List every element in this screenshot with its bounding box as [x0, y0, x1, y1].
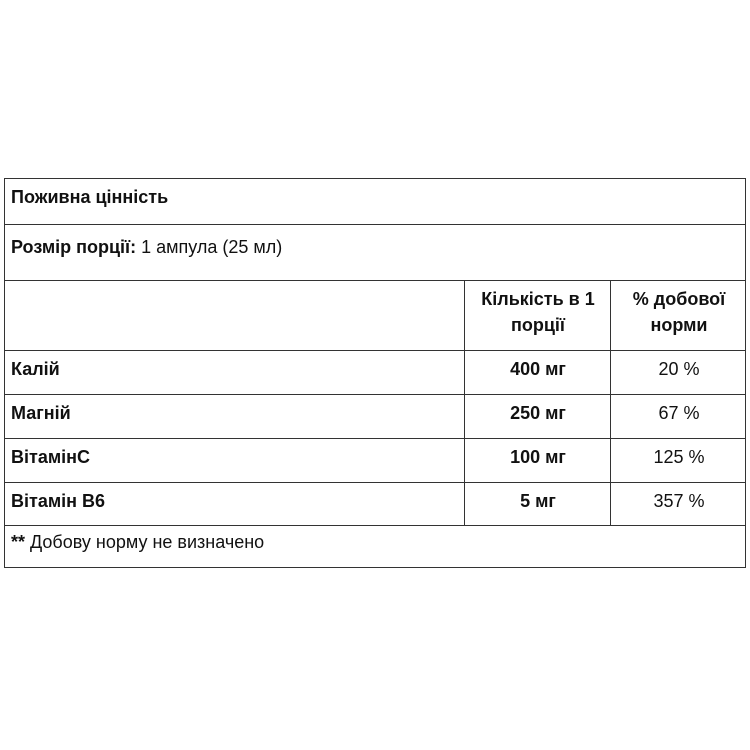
serving-value: 1 ампула (25 мл): [136, 237, 283, 257]
nutrition-facts-table: [4, 178, 746, 568]
serving-size: [11, 234, 282, 260]
nutrient-amount: 100 мг: [510, 447, 566, 467]
footnote: [11, 529, 264, 555]
nutrient-name: Калій: [11, 359, 60, 379]
table-row: [5, 395, 745, 439]
serving-row: [5, 225, 745, 281]
serving-label: Розмір порції:: [11, 237, 137, 257]
nutrient-name: Магній: [11, 403, 71, 423]
nutrient-amount: 400 мг: [510, 359, 566, 379]
nutrient-daily-value: 20 %: [658, 359, 700, 379]
col-amount-line-1: Кількість в 1: [481, 289, 595, 309]
nutrient-daily-value: 67 %: [658, 403, 700, 423]
table-row: [5, 483, 745, 526]
col-daily-line-1: % добової: [632, 289, 726, 309]
title-row: [5, 179, 745, 225]
header-row: [5, 281, 745, 351]
nutrient-name: ВітамінC: [11, 447, 91, 467]
column-divider-right: [610, 281, 611, 526]
nutrient-amount: 250 мг: [510, 403, 566, 423]
nutrient-daily-value: 125 %: [653, 447, 705, 467]
column-divider-left: [464, 281, 465, 526]
col-daily-line-2: норми: [650, 315, 708, 335]
table-row: [5, 439, 745, 483]
footnote-text: Добову норму не визначено: [25, 532, 265, 552]
nutrient-daily-value: 357 %: [653, 491, 705, 511]
table-row: [5, 351, 745, 395]
footnote-row: [5, 526, 745, 569]
nutrient-name: Вітамін B6: [11, 491, 106, 511]
table-title: Поживна цінність: [11, 187, 169, 207]
nutrient-amount: 5 мг: [520, 491, 556, 511]
footnote-mark: **: [11, 532, 26, 552]
col-amount-line-2: порції: [511, 315, 565, 335]
